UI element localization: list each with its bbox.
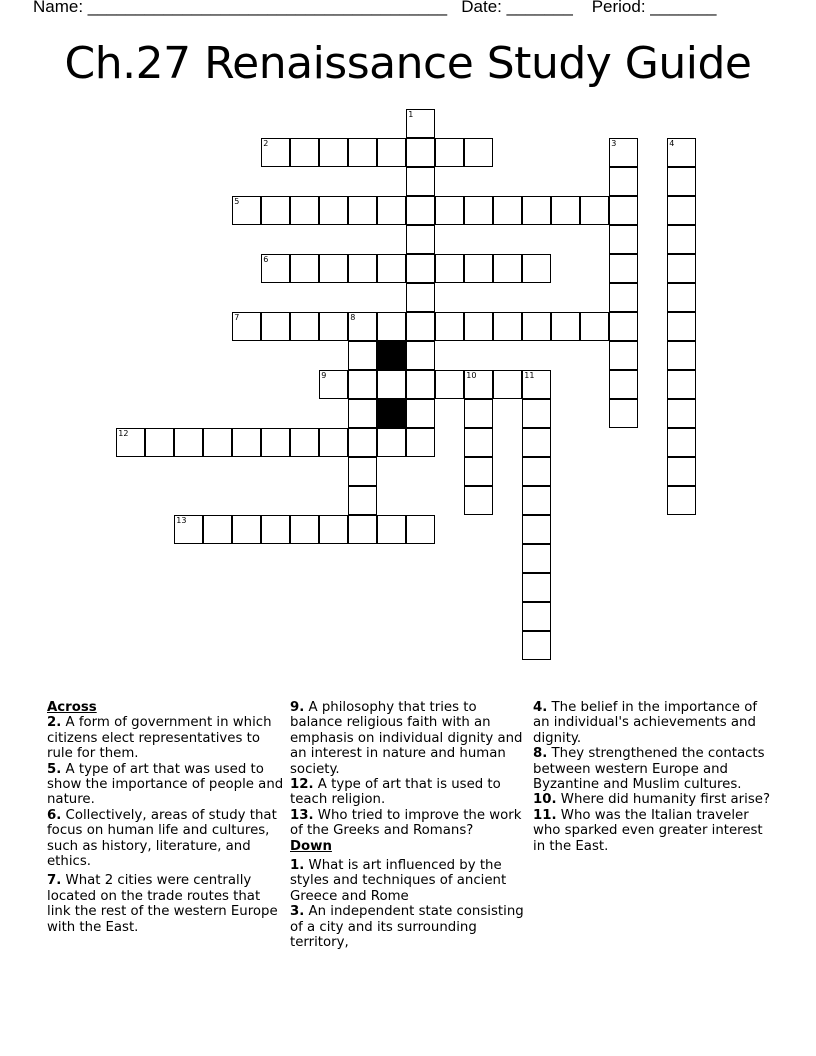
- grid-cell[interactable]: [667, 428, 696, 457]
- grid-cell[interactable]: [406, 138, 435, 167]
- clue-number: 1: [408, 110, 414, 120]
- grid-cell[interactable]: [319, 254, 348, 283]
- grid-cell[interactable]: [290, 138, 319, 167]
- grid-cell[interactable]: [667, 254, 696, 283]
- clue-number: 5: [234, 197, 240, 207]
- grid-cell[interactable]: [203, 515, 232, 544]
- grid-cell[interactable]: [580, 312, 609, 341]
- clue-number: 7: [234, 313, 240, 323]
- down-heading: Down: [290, 838, 332, 854]
- grid-cell[interactable]: [609, 138, 638, 167]
- grid-cell[interactable]: [348, 196, 377, 225]
- grid-cell[interactable]: [522, 312, 551, 341]
- grid-cell[interactable]: [435, 254, 464, 283]
- clue-number: 12: [118, 429, 129, 439]
- grid-cell[interactable]: [348, 457, 377, 486]
- grid-cell[interactable]: [667, 138, 696, 167]
- clue-down-3: 3. An independent state consisting of a city and its surrounding territory,: [290, 904, 524, 951]
- grid-cell[interactable]: [174, 515, 203, 544]
- clue-across-9: 9. A philosophy that tries to balance religious faith with an emphasis on individual dignity and an interest in nature and human society.: [290, 700, 523, 777]
- grid-cell[interactable]: [667, 341, 696, 370]
- clue-number: 6: [263, 255, 269, 265]
- grid-cell[interactable]: [609, 196, 638, 225]
- grid-cell[interactable]: [551, 312, 580, 341]
- grid-cell[interactable]: [406, 515, 435, 544]
- grid-cell[interactable]: [406, 283, 435, 312]
- grid-cell[interactable]: [377, 196, 406, 225]
- grid-cell[interactable]: [435, 138, 464, 167]
- grid-cell[interactable]: [522, 428, 551, 457]
- grid-cell[interactable]: [232, 312, 261, 341]
- grid-cell[interactable]: [261, 138, 290, 167]
- across-heading: Across: [47, 700, 97, 715]
- clue-across-7: 7. What 2 cities were centrally located on the trade routes that link the rest of the western Europe with the East.: [47, 873, 278, 935]
- clues-column-3: [533, 700, 773, 854]
- black-cell: [377, 341, 406, 370]
- grid-cell[interactable]: [261, 428, 290, 457]
- grid-cell[interactable]: [609, 225, 638, 254]
- grid-cell[interactable]: [290, 312, 319, 341]
- grid-cell[interactable]: [406, 225, 435, 254]
- grid-cell[interactable]: [319, 138, 348, 167]
- grid-cell[interactable]: [435, 196, 464, 225]
- grid-cell[interactable]: [522, 544, 551, 573]
- grid-cell[interactable]: [290, 254, 319, 283]
- grid-cell[interactable]: [667, 283, 696, 312]
- grid-cell[interactable]: [580, 196, 609, 225]
- grid-cell[interactable]: [290, 196, 319, 225]
- grid-cell[interactable]: [464, 254, 493, 283]
- grid-cell[interactable]: [522, 254, 551, 283]
- page-title: Ch.27 Renaissance Study Guide: [64, 38, 752, 89]
- date-field[interactable]: Date: _______: [461, 0, 573, 16]
- clue-across-5: 5. A type of art that was used to show the importance of people and nature.: [47, 761, 284, 808]
- clue-across-13: 13. Who tried to improve the work of the Greeks and Romans?: [290, 807, 522, 839]
- grid-cell[interactable]: [493, 312, 522, 341]
- grid-cell[interactable]: [667, 370, 696, 399]
- grid-cell[interactable]: [290, 515, 319, 544]
- clue-number: 13: [176, 516, 187, 526]
- grid-cell[interactable]: [667, 486, 696, 515]
- grid-cell[interactable]: [406, 109, 435, 138]
- grid-cell[interactable]: [609, 341, 638, 370]
- grid-cell[interactable]: [609, 399, 638, 428]
- grid-cell[interactable]: [116, 428, 145, 457]
- grid-cell[interactable]: [261, 515, 290, 544]
- clue-down-8: 8. They strengthened the contacts between western Europe and Byzantine and Muslim cultures.: [533, 746, 765, 793]
- grid-cell[interactable]: [522, 457, 551, 486]
- clues-column-1: [47, 700, 287, 935]
- name-field[interactable]: Name: ______________________________________: [33, 0, 448, 16]
- grid-cell[interactable]: [464, 370, 493, 399]
- grid-cell[interactable]: [522, 631, 551, 660]
- grid-cell[interactable]: [406, 196, 435, 225]
- grid-cell[interactable]: [667, 196, 696, 225]
- grid-cell[interactable]: [667, 312, 696, 341]
- grid-cell[interactable]: [522, 486, 551, 515]
- grid-cell[interactable]: [319, 428, 348, 457]
- clues-column-2: [290, 700, 530, 951]
- grid-cell[interactable]: [174, 428, 203, 457]
- grid-cell[interactable]: [203, 428, 232, 457]
- grid-cell[interactable]: [464, 457, 493, 486]
- grid-cell[interactable]: [667, 399, 696, 428]
- grid-cell[interactable]: [261, 196, 290, 225]
- grid-cell[interactable]: [406, 370, 435, 399]
- clue-number: 4: [669, 139, 675, 149]
- grid-cell[interactable]: [493, 196, 522, 225]
- period-field[interactable]: Period: _______: [591, 0, 717, 16]
- clue-number: 2: [263, 139, 269, 149]
- grid-cell[interactable]: [667, 457, 696, 486]
- clue-across-12: 12. A type of art that is used to teach religion.: [290, 777, 501, 808]
- grid-cell[interactable]: [348, 370, 377, 399]
- grid-cell[interactable]: [348, 254, 377, 283]
- grid-cell[interactable]: [261, 254, 290, 283]
- grid-cell[interactable]: [348, 428, 377, 457]
- clue-number: 9: [321, 371, 327, 381]
- grid-cell[interactable]: [609, 167, 638, 196]
- grid-cell[interactable]: [464, 486, 493, 515]
- grid-cell[interactable]: [377, 254, 406, 283]
- grid-cell[interactable]: [406, 428, 435, 457]
- grid-cell[interactable]: [377, 312, 406, 341]
- grid-cell[interactable]: [232, 428, 261, 457]
- grid-cell[interactable]: [522, 370, 551, 399]
- grid-cell[interactable]: [667, 167, 696, 196]
- clue-down-10: 10. Where did humanity first arise?: [533, 792, 771, 808]
- grid-cell[interactable]: [522, 515, 551, 544]
- grid-cell[interactable]: [522, 196, 551, 225]
- grid-cell[interactable]: [348, 515, 377, 544]
- grid-cell[interactable]: [609, 312, 638, 341]
- grid-cell[interactable]: [319, 196, 348, 225]
- clue-number: 3: [611, 139, 617, 149]
- grid-cell[interactable]: [435, 370, 464, 399]
- clue-down-1: 1. What is art influenced by the styles and techniques of ancient Greece and Rome: [290, 858, 507, 904]
- grid-cell[interactable]: [319, 312, 348, 341]
- grid-cell[interactable]: [377, 515, 406, 544]
- grid-cell[interactable]: [406, 254, 435, 283]
- grid-cell[interactable]: [290, 428, 319, 457]
- grid-cell[interactable]: [464, 196, 493, 225]
- grid-cell[interactable]: [493, 370, 522, 399]
- grid-cell[interactable]: [464, 399, 493, 428]
- grid-cell[interactable]: [377, 428, 406, 457]
- clue-down-11: 11. Who was the Italian traveler who sparked even greater interest in the East.: [533, 807, 763, 854]
- header-fields: [33, 0, 716, 17]
- clue-number: 8: [350, 313, 356, 323]
- grid-cell[interactable]: [522, 399, 551, 428]
- grid-cell[interactable]: [348, 341, 377, 370]
- grid-cell[interactable]: [522, 573, 551, 602]
- grid-cell[interactable]: [348, 138, 377, 167]
- grid-cell[interactable]: [406, 341, 435, 370]
- grid-cell[interactable]: [406, 167, 435, 196]
- clue-across-2: 2. A form of government in which citizens elect representatives to rule for them.: [47, 715, 272, 762]
- grid-cell[interactable]: [348, 312, 377, 341]
- grid-cell[interactable]: [609, 370, 638, 399]
- grid-cell[interactable]: [377, 138, 406, 167]
- grid-cell[interactable]: [464, 312, 493, 341]
- grid-cell[interactable]: [232, 515, 261, 544]
- grid-cell[interactable]: [464, 138, 493, 167]
- grid-cell[interactable]: [493, 254, 522, 283]
- grid-cell[interactable]: [348, 486, 377, 515]
- grid-cell[interactable]: [551, 196, 580, 225]
- grid-cell[interactable]: [319, 515, 348, 544]
- grid-cell[interactable]: [232, 196, 261, 225]
- grid-cell[interactable]: [464, 428, 493, 457]
- grid-cell[interactable]: [348, 399, 377, 428]
- grid-cell[interactable]: [406, 399, 435, 428]
- grid-cell[interactable]: [609, 254, 638, 283]
- grid-cell[interactable]: [377, 370, 406, 399]
- grid-cell[interactable]: [319, 370, 348, 399]
- clue-down-4: 4. The belief in the importance of an individual's achievements and dignity.: [533, 700, 758, 746]
- grid-cell[interactable]: [145, 428, 174, 457]
- clue-number: 11: [524, 371, 535, 381]
- black-cell: [377, 399, 406, 428]
- grid-cell[interactable]: [667, 225, 696, 254]
- clue-across-6: 6. Collectively, areas of study that focus on human life and cultures, such as history, literature, and ethics.: [47, 807, 277, 870]
- grid-cell[interactable]: [522, 602, 551, 631]
- grid-cell[interactable]: [261, 312, 290, 341]
- grid-cell[interactable]: [406, 312, 435, 341]
- grid-cell[interactable]: [609, 283, 638, 312]
- grid-cell[interactable]: [435, 312, 464, 341]
- clue-number: 10: [466, 371, 477, 381]
